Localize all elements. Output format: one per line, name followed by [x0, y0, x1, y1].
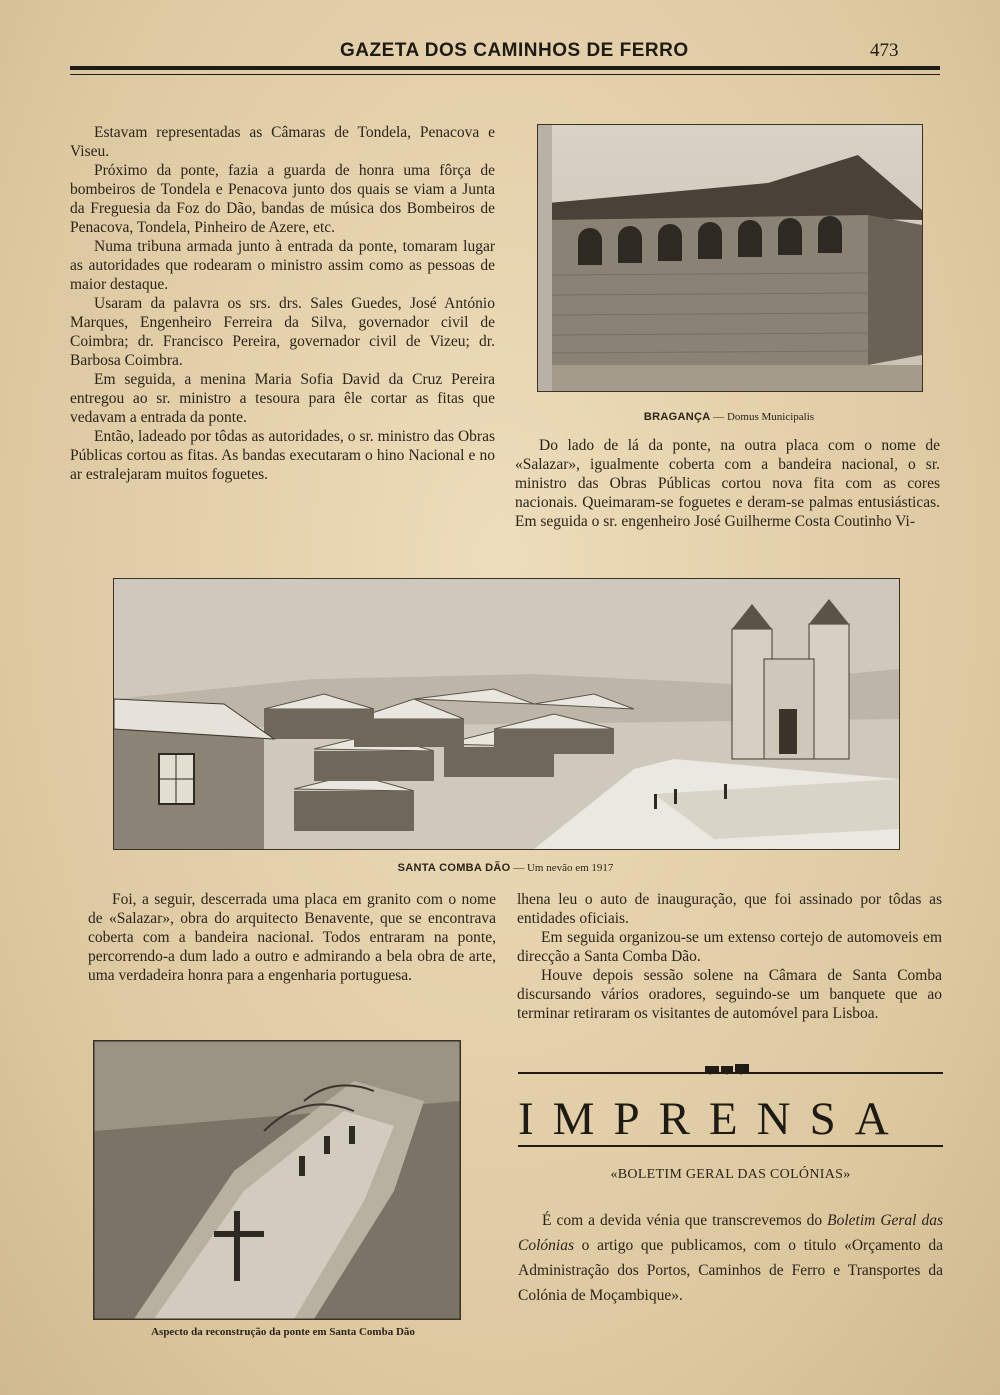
- header-rule-thin: [70, 74, 940, 75]
- photo-santa-comba-dao-snow: [113, 578, 900, 850]
- caption-bridge-reconstruction: Aspecto da reconstrução da ponte em Santa Comba Dão: [151, 1326, 415, 1338]
- paragraph: Numa tribuna armada junto à entrada da ponte, tomaram lugar as autoridades que rodearam o ministro assim como as pessoas de maior destaque.: [70, 238, 495, 293]
- imprensa-rule-bottom: [518, 1145, 943, 1147]
- paragraph: Estavam representadas as Câmaras de Tondela, Penacova e Viseu.: [70, 124, 495, 160]
- paragraph: Usaram da palavra os srs. drs. Sales Guedes, José António Marques, Engenheiro Ferreira da Silva, governador civil de Coimbra; dr. Francisco Pereira, governador civil de Vizeu; dr. Barbosa Coimbra.: [70, 295, 495, 369]
- article-column-right-bottom: [517, 890, 942, 1023]
- paragraph: lhena leu o auto de inauguração, que foi assinado por tôdas as entidades oficiais.: [517, 891, 942, 927]
- caption-braganca: [537, 411, 921, 423]
- paragraph: Houve depois sessão solene na Câmara de Santa Comba discursando vários oradores, seguindo-se um banquete que ao terminar retiraram os visitantes de automóvel para Lisboa.: [517, 967, 942, 1022]
- header-rule: [70, 66, 940, 70]
- article-column-left-top: [70, 123, 495, 484]
- publication-title: GAZETA DOS CAMINHOS DE FERRO: [340, 40, 689, 61]
- train-ornament-icon: [705, 1062, 751, 1074]
- section-heading-imprensa: IMPRENSA: [518, 1093, 908, 1145]
- publication-name: Boletim Geral das Colónias: [518, 1212, 943, 1254]
- photo-braganca-domus-municipalis: [537, 124, 923, 392]
- caption-description: — Um nevão em 1917: [513, 862, 614, 874]
- paragraph: Em seguida organizou-se um extenso cortejo de automoveis em direcção a Santa Comba Dão.: [517, 929, 942, 965]
- paragraph: Em seguida, a menina Maria Sofia David da Cruz Pereira entregou ao sr. ministro a tesoura para êle cortar as fitas que vedavam a entrada da ponte.: [70, 371, 495, 426]
- caption-place: BRAGANÇA: [643, 411, 711, 423]
- caption-place: SANTA COMBA DÃO: [397, 862, 511, 874]
- caption-description: — Domus Municipalis: [713, 411, 815, 423]
- paragraph: Então, ladeado por tôdas as autoridades, o sr. ministro das Obras Públicas cortou as fitas. As bandas executaram o hino Nacional e no ar estralejaram muitos foguetes.: [70, 428, 495, 483]
- page-number: 473: [870, 40, 899, 61]
- article-column-left-bottom: [88, 890, 496, 985]
- paragraph: Do lado de lá da ponte, na outra placa com o nome de «Salazar», igualmente coberta com a bandeira nacional, o sr. ministro das Obras Públicas cortou nova fita com as cores nacionais. Queimaram-se foguetes e deram-se palmas entusiásticas. Em seguida o sr. engenheiro José Guilherme Costa Coutinho Vi-: [515, 437, 940, 530]
- section-subheading: «BOLETIM GERAL DAS COLÓNIAS»: [610, 1167, 851, 1182]
- caption-santa-comba: [113, 862, 898, 874]
- paragraph: Próximo da ponte, fazia a guarda de honra uma fôrça de bombeiros de Tondela e Penacova junto dos quais se viam a Junta da Freguesia da Foz do Dão, bandas de música dos Bombeiros de Penacova, Tondela, Pinheiro de Azere, etc.: [70, 162, 495, 236]
- photo-bridge-reconstruction: [93, 1040, 461, 1320]
- paragraph: Foi, a seguir, descerrada uma placa em granito com o nome de «Salazar», obra do arquitecto Benavente, que se encontrava coberta com a bandeira nacional. Todos entraram na ponte, percorrendo-a dum lado a outro e admirando a bela obra de arte, uma verdadeira honra para a engenharia portuguesa.: [88, 891, 496, 984]
- imprensa-body: [518, 1208, 943, 1308]
- article-column-right-top: [515, 436, 940, 531]
- body-text: É com a devida vénia que transcrevemos do: [542, 1212, 828, 1229]
- body-text: o artigo que publicamos, com o titulo «Orçamento da Administração dos Portos, Caminhos de Ferro e Transportes da Colónia de Moçambique».: [518, 1237, 943, 1304]
- paragraph: [518, 1208, 943, 1308]
